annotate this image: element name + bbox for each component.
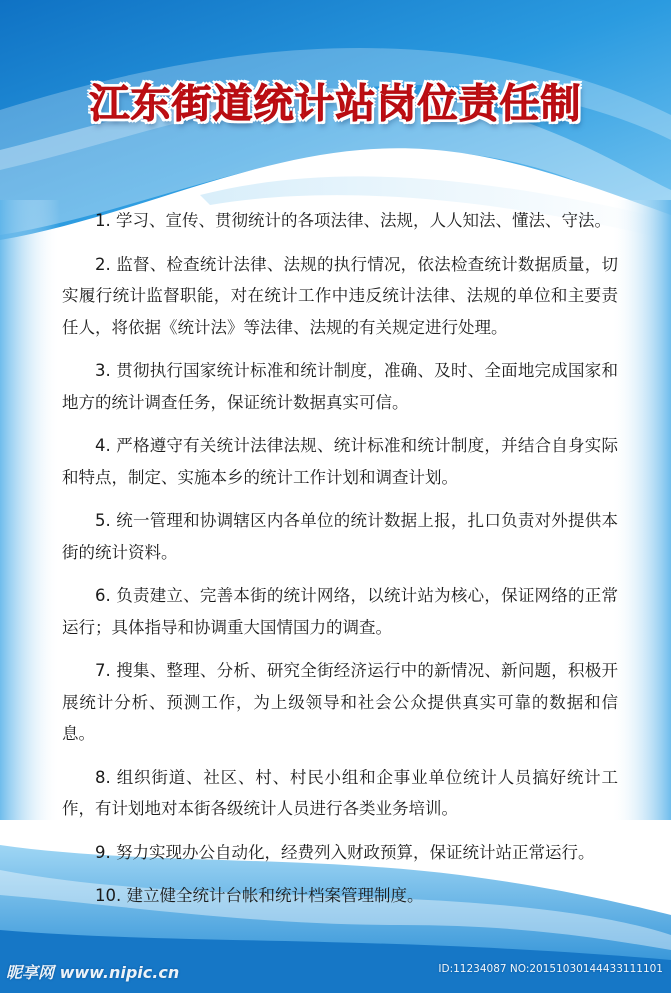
list-item: 2. 监督、检查统计法律、法规的执行情况，依法检查统计数据质量，切实履行统计监督职能，对在统计工作中违反统计法律、法规的单位和主要责任人，将依据《统计法》等法律、法规的有关规定进行处理。: [62, 254, 618, 337]
responsibility-list: [62, 205, 618, 924]
list-item: 6. 负责建立、完善本街的统计网络，以统计站为核心，保证网络的正常运行；具体指导和协调重大国情国力的调查。: [62, 586, 618, 637]
list-item: 3. 贯彻执行国家统计标准和统计制度，准确、及时、全面地完成国家和地方的统计调查任务，保证统计数据真实可信。: [62, 361, 618, 412]
list-item: 7. 搜集、整理、分析、研究全街经济运行中的新情况、新问题，积极开展统计分析、预测工作，为上级领导和社会公众提供真实可靠的数据和信息。: [62, 661, 618, 743]
watermark-logo: 昵享网 www.nipic.cn: [6, 963, 180, 982]
list-item: 8. 组织街道、社区、村、村民小组和企事业单位统计人员搞好统计工作，有计划地对本街各级统计人员进行各类业务培训。: [62, 767, 618, 818]
list-item: 5. 统一管理和协调辖区内各单位的统计数据上报，扎口负责对外提供本街的统计资料。: [62, 511, 618, 562]
watermark-id: ID:11234087 NO:20151030144433111101: [438, 963, 663, 975]
list-item: 4. 严格遵守有关统计法律法规、统计标准和统计制度，并结合自身实际和特点，制定、实施本乡的统计工作计划和调查计划。: [62, 436, 618, 487]
list-item: 9. 努力实现办公自动化，经费列入财政预算，保证统计站正常运行。: [95, 842, 595, 862]
list-item: 10. 建立健全统计台帐和统计档案管理制度。: [95, 886, 424, 905]
list-item: 1. 学习、宣传、贯彻统计的各项法律、法规，人人知法、懂法、守法。: [95, 211, 611, 230]
page-title: 江东街道统计站岗位责任制: [89, 81, 582, 127]
